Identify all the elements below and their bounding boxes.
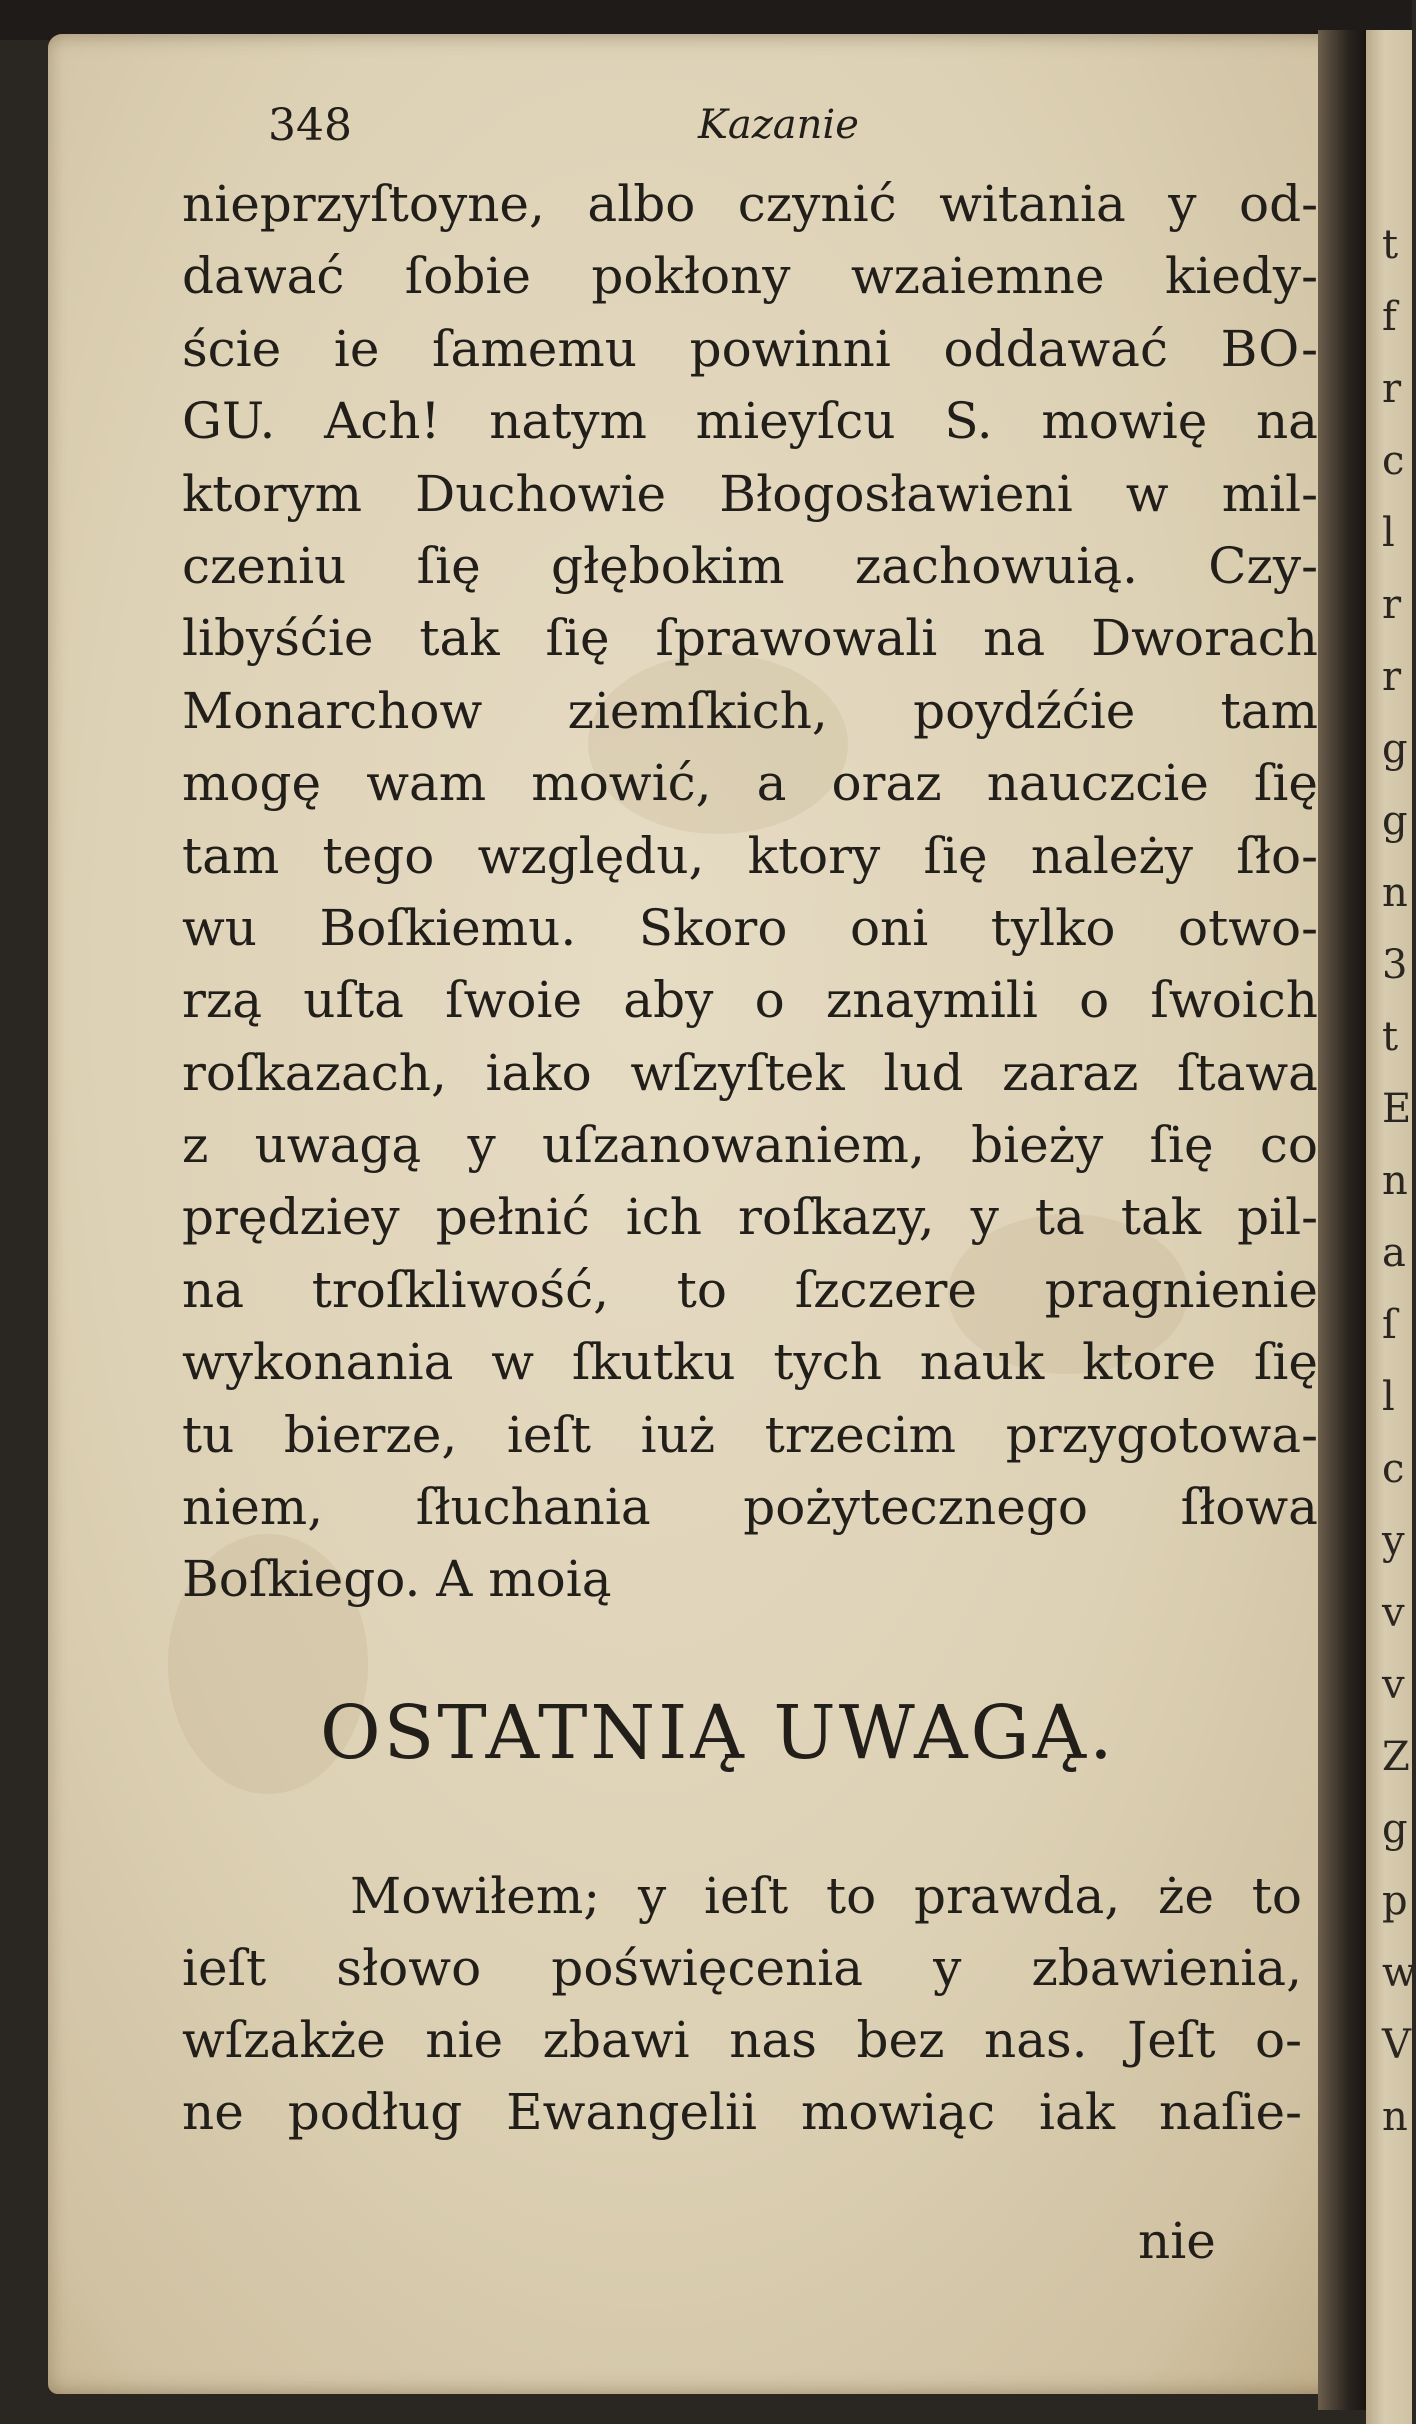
text-line: ieſt słowo poświęcenia y zbawienia, [182, 1939, 1302, 1997]
facing-page-letter: n [1382, 2094, 1408, 2140]
facing-page-letter: r [1382, 654, 1402, 700]
facing-page-letter: l [1382, 1374, 1395, 1420]
text-line: nieprzyſtoyne, albo czynić witania y od- [182, 175, 1318, 233]
facing-page-letter: v [1382, 1590, 1405, 1636]
text-line: niem, ſłuchania pożytecznego ſłowa [182, 1478, 1318, 1537]
facing-page-letter: y [1382, 1518, 1405, 1564]
text-line: prędziey pełnić ich roſkazy, y ta tak pil- [182, 1188, 1318, 1247]
text-line: na troſkliwość, to ſzczere pragnienie [182, 1260, 1318, 1319]
facing-page-letter: c [1382, 438, 1405, 484]
facing-page-letter: g [1382, 1806, 1408, 1852]
facing-page-letter: r [1382, 582, 1402, 628]
text-line: libyśćie tak ſię ſprawowali na Dworach [182, 609, 1318, 668]
facing-page-letter: t [1382, 222, 1399, 268]
facing-page-letter: n [1382, 1158, 1408, 1204]
text-line: wſzakże nie zbawi nas bez nas. Jeſt o- [182, 2011, 1302, 2069]
text-line: ście ie ſamemu powinni oddawać BO- [182, 319, 1318, 378]
facing-page-letter: ſ [1382, 1302, 1397, 1348]
facing-page-letter: V [1382, 2022, 1411, 2068]
page-header [268, 100, 968, 160]
text-line: tu bierze, ieſt iuż trzecim przygotowa- [182, 1405, 1318, 1464]
facing-page-letter: c [1382, 1446, 1405, 1492]
text-line: ktorym Duchowie Błogosławieni w mil- [182, 464, 1318, 523]
text-line: wykonania w ſkutku tych nauk ktore ſię [182, 1333, 1318, 1392]
facing-page-letter: f [1382, 294, 1397, 340]
facing-page-letter: Z [1382, 1734, 1410, 1780]
text-line: GU. Ach! natym mieyſcu S. mowię na [182, 392, 1318, 451]
catchword: nie [1138, 2212, 1216, 2270]
body-text [182, 168, 1318, 1616]
facing-page-letter: g [1382, 726, 1408, 772]
text-line: Boſkiego. A moią [182, 1550, 612, 1609]
text-line: roſkazach, iako wſzyſtek lud zaraz ſtawa [182, 1043, 1318, 1102]
text-line: czeniu ſię głębokim zachowuią. Czy- [182, 536, 1318, 595]
section-heading: OSTATNIĄ UWAGĄ. [320, 1690, 1116, 1776]
second-paragraph [182, 1860, 1302, 2148]
facing-page-letter: w [1382, 1950, 1416, 1996]
text-line: wu Boſkiemu. Skoro oni tylko otwo- [182, 898, 1318, 957]
text-line: Mowiłem; y ieſt to prawda, że to [350, 1867, 1302, 1925]
book-gutter [1318, 30, 1368, 2410]
facing-page-letter: t [1382, 1014, 1399, 1060]
page-number: 348 [268, 100, 352, 151]
facing-page-letter: a [1382, 1230, 1406, 1276]
facing-page-letter: r [1382, 366, 1402, 412]
text-line: mogę wam mowić, a oraz nauczcie ſię [182, 754, 1318, 813]
text-line: z uwagą y uſzanowaniem, bieży ſię co [182, 1116, 1318, 1175]
text-line: Monarchow ziemſkich, poydźćie tam [182, 681, 1318, 740]
text-line: dawać ſobie pokłony wzaiemne kiedy- [182, 247, 1318, 306]
facing-page-letter: E [1382, 1086, 1412, 1132]
facing-page-letter: p [1382, 1878, 1408, 1924]
facing-page-letter: 3 [1382, 942, 1408, 988]
facing-page-letter: g [1382, 798, 1408, 844]
text-line: ne podług Ewangelii mowiąc iak naſie- [182, 2083, 1302, 2141]
text-line: rzą uſta ſwoie aby o znaymili o ſwoich [182, 971, 1318, 1030]
facing-page-letter: n [1382, 870, 1408, 916]
running-head: Kazanie [698, 102, 859, 148]
facing-page-letter: l [1382, 510, 1395, 556]
text-line: tam tego względu, ktory ſię należy ſło- [182, 826, 1318, 885]
facing-page-letter: v [1382, 1662, 1405, 1708]
